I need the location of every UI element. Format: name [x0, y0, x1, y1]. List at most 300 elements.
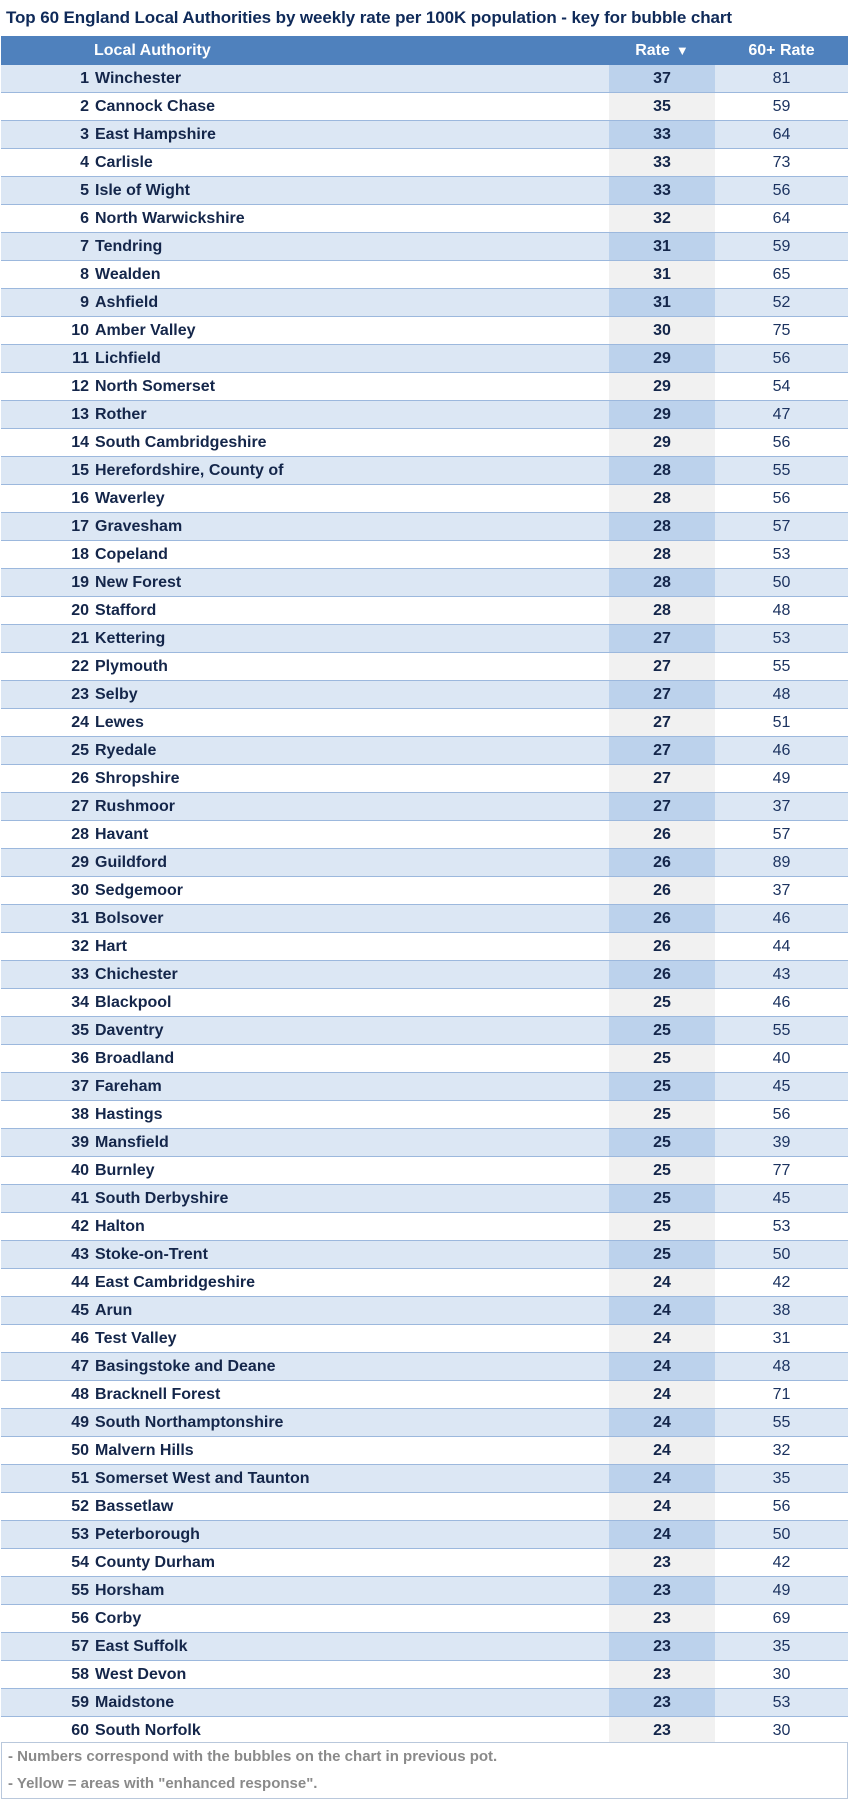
- rank-cell: 49: [71, 1414, 89, 1431]
- table-row[interactable]: [1, 149, 848, 177]
- authority-name-cell: Arun: [95, 1302, 133, 1319]
- sixty-plus-rate-cell: 56: [772, 1106, 791, 1123]
- sixty-plus-rate-cell: 89: [772, 854, 791, 871]
- rank-cell: 55: [71, 1582, 89, 1599]
- table-row[interactable]: [1, 233, 848, 261]
- rate-cell: 23: [609, 1577, 715, 1604]
- rank-cell: 44: [71, 1274, 89, 1291]
- table-row[interactable]: [1, 177, 848, 205]
- sixty-plus-rate-cell: 50: [772, 574, 791, 591]
- rate-cell: 28: [609, 513, 715, 540]
- sixty-plus-rate-cell: 64: [772, 210, 791, 227]
- rate-cell: 23: [609, 1633, 715, 1660]
- table-row[interactable]: [1, 401, 848, 429]
- authority-name-cell: Bolsover: [95, 910, 164, 927]
- sixty-plus-rate-cell: 40: [772, 1050, 791, 1067]
- table-header: [1, 36, 848, 65]
- sixty-plus-rate-cell: 30: [772, 1722, 791, 1739]
- rank-cell: 22: [71, 658, 89, 675]
- rank-cell: 16: [71, 490, 89, 507]
- rank-cell: 39: [71, 1134, 89, 1151]
- rank-cell: 10: [71, 322, 89, 339]
- sixty-plus-rate-cell: 56: [772, 490, 791, 507]
- table-row[interactable]: [1, 1605, 848, 1633]
- authority-name-cell: Basingstoke and Deane: [95, 1358, 276, 1375]
- sixty-plus-rate-cell: 77: [772, 1162, 791, 1179]
- authority-name-cell: East Suffolk: [95, 1638, 188, 1655]
- sixty-plus-rate-cell: 49: [772, 770, 791, 787]
- rate-cell: 29: [609, 429, 715, 456]
- sixty-plus-rate-cell: 46: [772, 994, 791, 1011]
- table-row[interactable]: [1, 1213, 848, 1241]
- authority-name-cell: South Derbyshire: [95, 1190, 229, 1207]
- sixty-plus-rate-cell: 46: [772, 910, 791, 927]
- table-row[interactable]: [1, 989, 848, 1017]
- rate-cell: 24: [609, 1465, 715, 1492]
- table-row[interactable]: [1, 597, 848, 625]
- authority-name-cell: West Devon: [95, 1666, 187, 1683]
- rate-cell: 30: [609, 317, 715, 344]
- table-row[interactable]: [1, 1241, 848, 1269]
- footnote-yellow: - Yellow = areas with "enhanced response".: [8, 1775, 318, 1792]
- rate-cell: 28: [609, 457, 715, 484]
- rank-cell: 6: [80, 210, 89, 227]
- sixty-plus-rate-cell: 56: [772, 350, 791, 367]
- column-header-local-authority[interactable]: Local Authority: [94, 42, 211, 59]
- sixty-plus-rate-cell: 56: [772, 434, 791, 451]
- table-row[interactable]: [1, 345, 848, 373]
- table-row[interactable]: [1, 1549, 848, 1577]
- authority-name-cell: Hart: [95, 938, 128, 955]
- sixty-plus-rate-cell: 47: [772, 406, 791, 423]
- rank-cell: 37: [71, 1078, 89, 1095]
- authority-name-cell: Blackpool: [95, 994, 172, 1011]
- table-row[interactable]: [1, 1717, 848, 1745]
- authority-name-cell: Lewes: [95, 714, 144, 731]
- authority-name-cell: North Somerset: [95, 378, 216, 395]
- rank-cell: 48: [71, 1386, 89, 1403]
- authority-name-cell: Stafford: [95, 602, 157, 619]
- rate-cell: 32: [609, 205, 715, 232]
- sixty-plus-rate-cell: 81: [772, 70, 791, 87]
- table-row[interactable]: [1, 1493, 848, 1521]
- authority-name-cell: New Forest: [95, 574, 182, 591]
- footnote-bubbles: - Numbers correspond with the bubbles on the chart in previous pot.: [8, 1748, 498, 1765]
- sixty-plus-rate-cell: 45: [772, 1078, 791, 1095]
- authority-name-cell: Test Valley: [95, 1330, 177, 1347]
- rank-cell: 52: [71, 1498, 89, 1515]
- rank-cell: 60: [71, 1722, 89, 1739]
- authority-name-cell: Winchester: [95, 70, 182, 87]
- table-row[interactable]: [1, 205, 848, 233]
- authority-name-cell: Somerset West and Taunton: [95, 1470, 310, 1487]
- rate-cell: 35: [609, 93, 715, 120]
- table-row[interactable]: [1, 1297, 848, 1325]
- sixty-plus-rate-cell: 50: [772, 1246, 791, 1263]
- rank-cell: 36: [71, 1050, 89, 1067]
- table-row[interactable]: [1, 1689, 848, 1717]
- authority-name-cell: Malvern Hills: [95, 1442, 194, 1459]
- authority-name-cell: Horsham: [95, 1582, 165, 1599]
- table-row[interactable]: [1, 1101, 848, 1129]
- authority-name-cell: Peterborough: [95, 1526, 200, 1543]
- rate-cell: 26: [609, 905, 715, 932]
- rank-cell: 4: [80, 154, 89, 171]
- table-row[interactable]: [1, 1353, 848, 1381]
- rank-cell: 8: [80, 266, 89, 283]
- authority-name-cell: Amber Valley: [95, 322, 196, 339]
- authority-name-cell: Hastings: [95, 1106, 163, 1123]
- sixty-plus-rate-cell: 54: [772, 378, 791, 395]
- rate-cell: 26: [609, 849, 715, 876]
- rate-cell: 33: [609, 121, 715, 148]
- rate-cell: 24: [609, 1269, 715, 1296]
- rank-cell: 7: [80, 238, 89, 255]
- rank-cell: 25: [71, 742, 89, 759]
- rate-cell: 27: [609, 765, 715, 792]
- sixty-plus-rate-cell: 59: [772, 98, 791, 115]
- rate-cell: 24: [609, 1437, 715, 1464]
- sixty-plus-rate-cell: 49: [772, 1582, 791, 1599]
- table-row[interactable]: [1, 65, 848, 93]
- rank-cell: 29: [71, 854, 89, 871]
- rank-cell: 5: [80, 182, 89, 199]
- table-row[interactable]: [1, 1381, 848, 1409]
- sixty-plus-rate-cell: 56: [772, 1498, 791, 1515]
- authority-name-cell: South Norfolk: [95, 1722, 201, 1739]
- authority-name-cell: Tendring: [95, 238, 163, 255]
- table-row[interactable]: [1, 289, 848, 317]
- sixty-plus-rate-cell: 55: [772, 462, 791, 479]
- table-row[interactable]: [1, 1437, 848, 1465]
- rate-cell: 25: [609, 1045, 715, 1072]
- authority-name-cell: North Warwickshire: [95, 210, 245, 227]
- rate-cell: 28: [609, 485, 715, 512]
- sixty-plus-rate-cell: 38: [772, 1302, 791, 1319]
- rate-cell: 37: [609, 65, 715, 92]
- rank-cell: 31: [71, 910, 89, 927]
- sixty-plus-rate-cell: 57: [772, 518, 791, 535]
- rank-cell: 9: [80, 294, 89, 311]
- rate-cell: 26: [609, 821, 715, 848]
- authority-name-cell: Carlisle: [95, 154, 153, 171]
- table-row[interactable]: [1, 317, 848, 345]
- rate-cell: 25: [609, 989, 715, 1016]
- footnotes: [1, 1742, 848, 1799]
- rank-cell: 24: [71, 714, 89, 731]
- rate-cell: 24: [609, 1521, 715, 1548]
- sixty-plus-rate-cell: 56: [772, 182, 791, 199]
- table-row[interactable]: [1, 373, 848, 401]
- sixty-plus-rate-cell: 55: [772, 658, 791, 675]
- sixty-plus-rate-cell: 59: [772, 238, 791, 255]
- rank-cell: 28: [71, 826, 89, 843]
- table-row[interactable]: [1, 429, 848, 457]
- rate-cell: 27: [609, 625, 715, 652]
- rank-cell: 12: [71, 378, 89, 395]
- authority-name-cell: County Durham: [95, 1554, 215, 1571]
- table-row[interactable]: [1, 513, 848, 541]
- rate-cell: 24: [609, 1353, 715, 1380]
- authority-name-cell: Herefordshire, County of: [95, 462, 284, 479]
- table-row[interactable]: [1, 1129, 848, 1157]
- rate-cell: 26: [609, 877, 715, 904]
- table-row[interactable]: [1, 1045, 848, 1073]
- authority-name-cell: Burnley: [95, 1162, 155, 1179]
- sixty-plus-rate-cell: 65: [772, 266, 791, 283]
- rank-cell: 3: [80, 126, 89, 143]
- rank-cell: 21: [71, 630, 89, 647]
- authority-name-cell: Isle of Wight: [95, 182, 190, 199]
- sixty-plus-rate-cell: 44: [772, 938, 791, 955]
- rank-cell: 50: [71, 1442, 89, 1459]
- sixty-plus-rate-cell: 52: [772, 294, 791, 311]
- sixty-plus-rate-cell: 73: [772, 154, 791, 171]
- authority-name-cell: Bracknell Forest: [95, 1386, 221, 1403]
- authorities-table: [1, 36, 848, 1745]
- rate-cell: 29: [609, 401, 715, 428]
- rank-cell: 30: [71, 882, 89, 899]
- authority-name-cell: Fareham: [95, 1078, 162, 1095]
- table-row[interactable]: [1, 933, 848, 961]
- rank-cell: 38: [71, 1106, 89, 1123]
- rate-cell: 27: [609, 681, 715, 708]
- table-row[interactable]: [1, 1521, 848, 1549]
- table-body: [1, 65, 848, 1745]
- authority-name-cell: Daventry: [95, 1022, 164, 1039]
- rate-cell: 31: [609, 233, 715, 260]
- sixty-plus-rate-cell: 31: [772, 1330, 791, 1347]
- authority-name-cell: South Cambridgeshire: [95, 434, 267, 451]
- rate-cell: 26: [609, 933, 715, 960]
- authority-name-cell: Wealden: [95, 266, 161, 283]
- table-row[interactable]: [1, 1017, 848, 1045]
- rank-cell: 41: [71, 1190, 89, 1207]
- authority-name-cell: Gravesham: [95, 518, 183, 535]
- authority-name-cell: East Cambridgeshire: [95, 1274, 256, 1291]
- authority-name-cell: Kettering: [95, 630, 166, 647]
- sixty-plus-rate-cell: 30: [772, 1666, 791, 1683]
- rate-header-label: Rate: [635, 42, 670, 59]
- authority-name-cell: Selby: [95, 686, 138, 703]
- sixty-plus-rate-cell: 42: [772, 1274, 791, 1291]
- sixty-plus-rate-cell: 53: [772, 1694, 791, 1711]
- table-row[interactable]: [1, 1577, 848, 1605]
- authority-name-cell: Shropshire: [95, 770, 180, 787]
- table-row[interactable]: [1, 793, 848, 821]
- rate-cell: 25: [609, 1213, 715, 1240]
- authority-name-cell: Halton: [95, 1218, 145, 1235]
- rate-cell: 25: [609, 1185, 715, 1212]
- sixty-plus-rate-cell: 42: [772, 1554, 791, 1571]
- sixty-plus-rate-cell: 53: [772, 630, 791, 647]
- sixty-plus-rate-cell: 35: [772, 1638, 791, 1655]
- table-row[interactable]: [1, 821, 848, 849]
- rank-cell: 33: [71, 966, 89, 983]
- rate-cell: 25: [609, 1129, 715, 1156]
- authority-name-cell: East Hampshire: [95, 126, 216, 143]
- authority-name-cell: Ryedale: [95, 742, 157, 759]
- authority-name-cell: Rother: [95, 406, 147, 423]
- table-row[interactable]: [1, 1185, 848, 1213]
- authority-name-cell: Chichester: [95, 966, 178, 983]
- table-row[interactable]: [1, 905, 848, 933]
- sixty-plus-rate-cell: 39: [772, 1134, 791, 1151]
- table-row[interactable]: [1, 961, 848, 989]
- sixty-plus-rate-cell: 55: [772, 1022, 791, 1039]
- rate-cell: 24: [609, 1297, 715, 1324]
- rate-cell: 28: [609, 597, 715, 624]
- rate-cell: 24: [609, 1493, 715, 1520]
- authority-name-cell: Ashfield: [95, 294, 159, 311]
- rank-cell: 23: [71, 686, 89, 703]
- table-row[interactable]: [1, 1633, 848, 1661]
- rank-cell: 32: [71, 938, 89, 955]
- rank-cell: 47: [71, 1358, 89, 1375]
- authority-name-cell: Cannock Chase: [95, 98, 216, 115]
- table-row[interactable]: [1, 93, 848, 121]
- sort-descending-icon[interactable]: ▼: [675, 43, 689, 58]
- rate-cell: 23: [609, 1661, 715, 1688]
- authority-name-cell: Havant: [95, 826, 149, 843]
- table-row[interactable]: [1, 737, 848, 765]
- sixty-plus-rate-cell: 45: [772, 1190, 791, 1207]
- table-row[interactable]: [1, 849, 848, 877]
- authority-name-cell: Rushmoor: [95, 798, 175, 815]
- sixty-plus-rate-cell: 48: [772, 1358, 791, 1375]
- table-row[interactable]: [1, 1157, 848, 1185]
- authority-name-cell: Lichfield: [95, 350, 161, 367]
- table-row[interactable]: [1, 877, 848, 905]
- table-row[interactable]: [1, 121, 848, 149]
- rate-cell: 29: [609, 373, 715, 400]
- rate-cell: 25: [609, 1157, 715, 1184]
- rate-cell: 27: [609, 737, 715, 764]
- rank-cell: 34: [71, 994, 89, 1011]
- rate-cell: 23: [609, 1689, 715, 1716]
- rank-cell: 53: [71, 1526, 89, 1543]
- sixty-plus-rate-cell: 57: [772, 826, 791, 843]
- sixty-plus-rate-cell: 75: [772, 322, 791, 339]
- rate-cell: 25: [609, 1073, 715, 1100]
- authority-name-cell: Guildford: [95, 854, 167, 871]
- rate-cell: 24: [609, 1325, 715, 1352]
- rate-cell: 28: [609, 541, 715, 568]
- rank-cell: 17: [71, 518, 89, 535]
- table-row[interactable]: [1, 261, 848, 289]
- rate-cell: 31: [609, 289, 715, 316]
- rate-cell: 24: [609, 1409, 715, 1436]
- table-row[interactable]: [1, 1325, 848, 1353]
- table-row[interactable]: [1, 541, 848, 569]
- sixty-plus-rate-cell: 55: [772, 1414, 791, 1431]
- sixty-plus-rate-cell: 50: [772, 1526, 791, 1543]
- rate-cell: 33: [609, 177, 715, 204]
- table-row[interactable]: [1, 681, 848, 709]
- rank-cell: 56: [71, 1610, 89, 1627]
- rank-cell: 27: [71, 798, 89, 815]
- rate-cell: 23: [609, 1717, 715, 1744]
- rank-cell: 35: [71, 1022, 89, 1039]
- sixty-plus-rate-cell: 53: [772, 1218, 791, 1235]
- rank-cell: 19: [71, 574, 89, 591]
- rate-cell: 25: [609, 1017, 715, 1044]
- rate-cell: 23: [609, 1549, 715, 1576]
- column-header-rate[interactable]: [609, 36, 715, 65]
- authority-name-cell: Maidstone: [95, 1694, 175, 1711]
- table-row[interactable]: [1, 709, 848, 737]
- sixty-plus-rate-cell: 37: [772, 798, 791, 815]
- rate-cell: 27: [609, 709, 715, 736]
- rank-cell: 57: [71, 1638, 89, 1655]
- rank-cell: 18: [71, 546, 89, 563]
- table-row[interactable]: [1, 625, 848, 653]
- column-header-60-plus-rate[interactable]: 60+ Rate: [748, 42, 815, 59]
- sixty-plus-rate-cell: 43: [772, 966, 791, 983]
- table-row[interactable]: [1, 1073, 848, 1101]
- table-row[interactable]: [1, 653, 848, 681]
- rate-cell: 25: [609, 1241, 715, 1268]
- authority-name-cell: Corby: [95, 1610, 142, 1627]
- sixty-plus-rate-cell: 51: [772, 714, 791, 731]
- table-row[interactable]: [1, 569, 848, 597]
- rate-cell: 25: [609, 1101, 715, 1128]
- rate-cell: 26: [609, 961, 715, 988]
- sixty-plus-rate-cell: 71: [772, 1386, 791, 1403]
- authority-name-cell: Mansfield: [95, 1134, 169, 1151]
- sixty-plus-rate-cell: 48: [772, 686, 791, 703]
- rank-cell: 1: [80, 70, 89, 87]
- table-row[interactable]: [1, 1269, 848, 1297]
- rank-cell: 54: [71, 1554, 89, 1571]
- authority-name-cell: Copeland: [95, 546, 168, 563]
- authority-name-cell: Sedgemoor: [95, 882, 184, 899]
- table-row[interactable]: [1, 485, 848, 513]
- authority-name-cell: Waverley: [95, 490, 165, 507]
- rank-cell: 13: [71, 406, 89, 423]
- rate-cell: 27: [609, 793, 715, 820]
- rate-cell: 24: [609, 1381, 715, 1408]
- table-row[interactable]: [1, 1661, 848, 1689]
- rank-cell: 59: [71, 1694, 89, 1711]
- sixty-plus-rate-cell: 53: [772, 546, 791, 563]
- rate-cell: 23: [609, 1605, 715, 1632]
- authority-name-cell: Bassetlaw: [95, 1498, 174, 1515]
- rank-cell: 51: [71, 1470, 89, 1487]
- authority-name-cell: South Northamptonshire: [95, 1414, 284, 1431]
- table-row[interactable]: [1, 1409, 848, 1437]
- sixty-plus-rate-cell: 46: [772, 742, 791, 759]
- rank-cell: 20: [71, 602, 89, 619]
- sixty-plus-rate-cell: 64: [772, 126, 791, 143]
- table-row[interactable]: [1, 765, 848, 793]
- rate-cell: 27: [609, 653, 715, 680]
- authority-name-cell: Stoke-on-Trent: [95, 1246, 208, 1263]
- rank-cell: 42: [71, 1218, 89, 1235]
- table-row[interactable]: [1, 457, 848, 485]
- sixty-plus-rate-cell: 69: [772, 1610, 791, 1627]
- sixty-plus-rate-cell: 35: [772, 1470, 791, 1487]
- rank-cell: 2: [80, 98, 89, 115]
- rate-cell: 29: [609, 345, 715, 372]
- sixty-plus-rate-cell: 37: [772, 882, 791, 899]
- rate-cell: 28: [609, 569, 715, 596]
- rank-cell: 58: [71, 1666, 89, 1683]
- table-row[interactable]: [1, 1465, 848, 1493]
- rank-cell: 15: [71, 462, 89, 479]
- rank-cell: 14: [71, 434, 89, 451]
- rank-cell: 40: [71, 1162, 89, 1179]
